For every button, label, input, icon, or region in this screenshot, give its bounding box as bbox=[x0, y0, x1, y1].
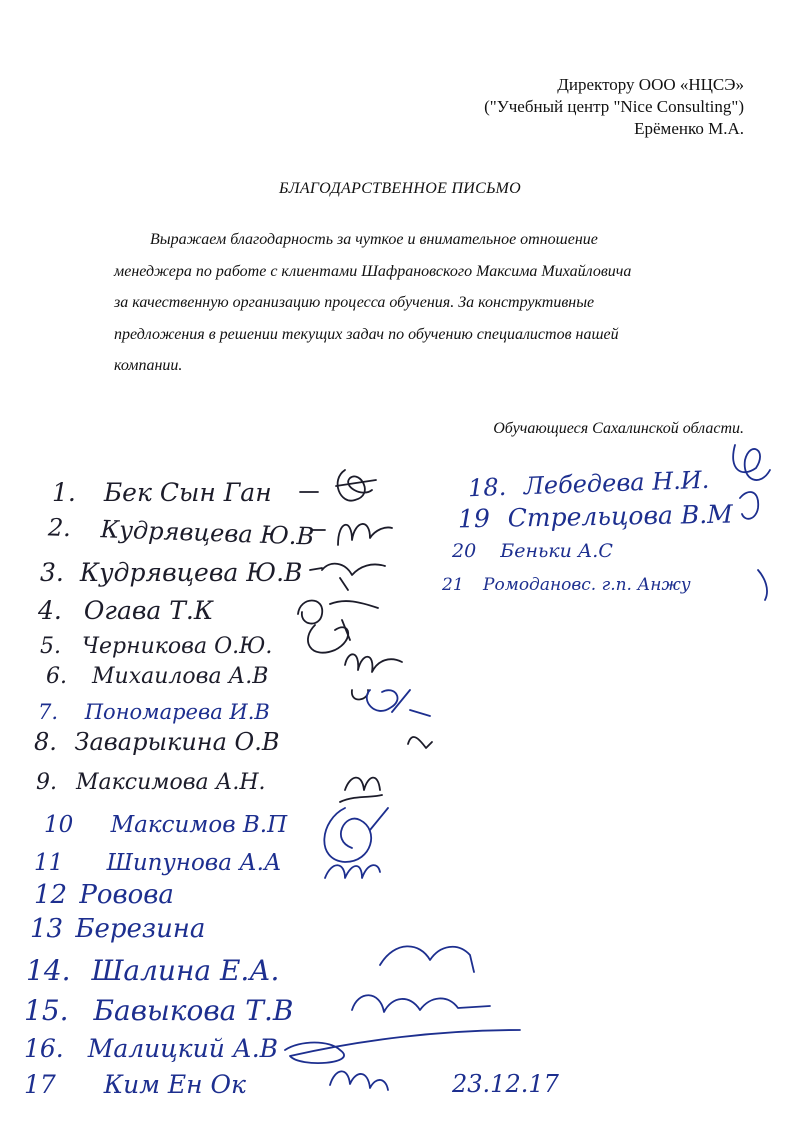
entry-name: Ким Ен Ок bbox=[103, 1070, 246, 1099]
signature-scribble bbox=[310, 564, 385, 590]
signature-scribble bbox=[408, 737, 432, 748]
entry-name: Шипунова А.А bbox=[106, 850, 282, 876]
entry-name: Ромодановс. г.п. Анжу bbox=[483, 575, 691, 595]
signature-entry bbox=[34, 850, 281, 876]
signature-entry bbox=[38, 700, 270, 724]
entry-name: Михаилова А.В bbox=[92, 664, 269, 689]
signature-scribble bbox=[367, 690, 430, 716]
entry-name: Бек Сын Ган bbox=[103, 478, 272, 507]
entry-number: 14. bbox=[26, 954, 71, 987]
entry-name: Бавыкова Т.В bbox=[93, 994, 294, 1027]
signature-scribble bbox=[285, 1030, 520, 1063]
entry-name: Лебедева Н.И. bbox=[523, 465, 710, 501]
entry-number: 11 bbox=[34, 850, 64, 876]
entry-number: 21 bbox=[442, 575, 464, 595]
entry-name: Беньки А.С bbox=[500, 540, 613, 562]
signature-scribble bbox=[308, 625, 348, 653]
entry-number: 2. bbox=[47, 513, 72, 543]
letter-body bbox=[114, 224, 744, 382]
signature-scribble bbox=[345, 654, 402, 699]
entry-number: 8. bbox=[34, 728, 57, 756]
addressee-line-1: Директору ООО «НЦСЭ» bbox=[557, 75, 744, 94]
signature-entry bbox=[46, 664, 268, 689]
entry-name: Максимова А.Н. bbox=[76, 770, 266, 795]
entry-number: 4. bbox=[38, 596, 62, 625]
signature-entry bbox=[36, 770, 266, 795]
entry-name: Березина bbox=[75, 914, 206, 944]
addressee-line-3: Ерёменко М.А. bbox=[634, 119, 744, 138]
signature-scribble bbox=[340, 778, 382, 802]
signature-entry bbox=[44, 812, 287, 838]
entry-number: 5. bbox=[40, 634, 61, 659]
letter-title: БЛАГОДАРСТВЕННОЕ ПИСЬМО bbox=[278, 180, 522, 197]
entry-number: 15. bbox=[24, 994, 69, 1027]
entry-number: 18. bbox=[467, 472, 507, 503]
signature-scribble bbox=[336, 470, 376, 501]
signature-scribble bbox=[298, 601, 378, 641]
entry-name: Пономарева И.В bbox=[84, 700, 270, 724]
signature-scribble bbox=[733, 445, 770, 480]
signature-entry bbox=[30, 914, 205, 944]
entry-name: Кудрявцева Ю.В bbox=[79, 558, 303, 587]
signature-entry bbox=[458, 500, 733, 534]
signature-entry bbox=[40, 634, 272, 659]
signature-scribble bbox=[312, 524, 392, 545]
entry-name: Огава Т.К bbox=[83, 596, 214, 625]
addressee-line-2: ("Учебный центр "Nice Consulting") bbox=[484, 97, 744, 116]
signature-entry bbox=[48, 513, 315, 550]
addressee-block bbox=[484, 74, 744, 140]
entry-name: Шалина Е.А. bbox=[91, 954, 280, 987]
handwritten-date: 23.12.17 bbox=[452, 1070, 559, 1098]
entry-number: 12 bbox=[34, 880, 68, 910]
signature-entry bbox=[452, 540, 613, 562]
signature-entry bbox=[442, 575, 691, 595]
entry-name: Кудрявцева Ю.В bbox=[100, 515, 315, 551]
signature-scribble bbox=[758, 570, 767, 600]
entry-name: Ровова bbox=[79, 880, 174, 910]
entry-number: 20 bbox=[452, 540, 477, 562]
signature-entry bbox=[26, 954, 279, 987]
signature-entry bbox=[52, 478, 272, 507]
signature-entry bbox=[34, 728, 279, 756]
body-line: компании. bbox=[114, 357, 183, 374]
entry-name: Заварыкина О.В bbox=[74, 728, 280, 756]
signature-entry bbox=[24, 994, 293, 1027]
entry-number: 1. bbox=[52, 478, 76, 507]
entry-number: 7. bbox=[38, 700, 59, 724]
signature-entry bbox=[40, 558, 302, 587]
signature-scribble bbox=[325, 865, 380, 878]
signature-scribble bbox=[330, 1071, 388, 1090]
entry-number: 9. bbox=[36, 770, 57, 795]
entry-name: Малицкий А.В bbox=[87, 1034, 279, 1063]
signature-entry bbox=[34, 880, 174, 910]
body-line: Выражаем благодарность за чуткое и внимательное отношение bbox=[150, 231, 598, 248]
signature-scribble bbox=[380, 946, 474, 972]
entry-number: 6. bbox=[46, 664, 67, 689]
entry-number: 19 bbox=[457, 503, 491, 534]
signature-scribble bbox=[324, 808, 388, 862]
body-line: менеджера по работе с клиентами Шафрановского Максима Михайловича bbox=[114, 262, 632, 280]
entry-name: Максимов В.П bbox=[110, 812, 288, 838]
entry-number: 10 bbox=[44, 812, 74, 838]
entry-name: Стрельцова В.М bbox=[507, 499, 733, 533]
entry-number: 13 bbox=[30, 914, 64, 944]
body-line: предложения в решении текущих задач по обучению специалистов нашей bbox=[114, 325, 619, 343]
entry-number: 17 bbox=[24, 1070, 56, 1099]
signature-entry bbox=[24, 1034, 278, 1063]
signature-entry bbox=[38, 596, 213, 625]
entry-number: 16. bbox=[24, 1034, 64, 1063]
signoff: Обучающиеся Сахалинской области. bbox=[493, 420, 744, 437]
entry-number: 3. bbox=[40, 558, 64, 587]
signature-entry bbox=[24, 1070, 246, 1099]
body-line: за качественную организацию процесса обучения. За конструктивные bbox=[114, 294, 595, 311]
signature-entry bbox=[468, 466, 710, 502]
entry-name: Черникова О.Ю. bbox=[82, 634, 273, 659]
signature-scribble bbox=[352, 995, 490, 1012]
signature-scribble bbox=[740, 492, 758, 519]
